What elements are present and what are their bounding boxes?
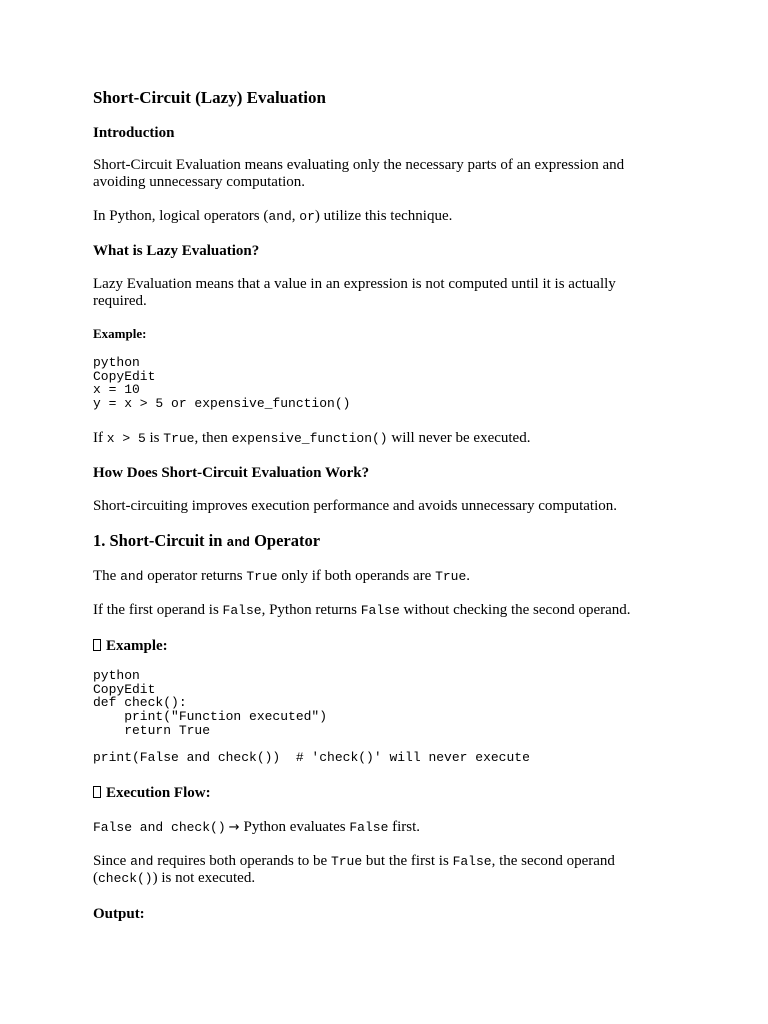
lazy-example-note: If x > 5 is True, then expensive_function() will never be executed. xyxy=(93,430,531,446)
example-label: Example: xyxy=(93,326,147,341)
document-title: Short-Circuit (Lazy) Evaluation xyxy=(93,88,326,107)
and-operator-heading: 1. Short-Circuit in and Operator xyxy=(93,531,321,550)
how-it-works-heading: How Does Short-Circuit Evaluation Work? xyxy=(93,465,370,481)
and-example-heading: Example: xyxy=(93,637,168,655)
inline-code-and: and xyxy=(268,209,292,224)
output-heading: Output: xyxy=(93,906,145,922)
missing-glyph-icon xyxy=(93,639,101,651)
code-block-lazy-example: python CopyEdit x = 10 y = x > 5 or expensive_function() xyxy=(93,355,351,412)
since-and-paragraph: Since and requires both operands to be True but the first is False, the second operand (check()) is not executed. xyxy=(93,853,615,886)
execution-flow-heading: Execution Flow: xyxy=(93,784,211,802)
logical-operators-paragraph: In Python, logical operators (and, or) utilize this technique. xyxy=(93,208,453,224)
and-operator-paragraph: The and operator returns True only if both operands are True. xyxy=(93,568,471,584)
execution-flow-line: False and check() → Python evaluates False first. xyxy=(93,819,421,835)
first-operand-paragraph: If the first operand is False, Python returns False without checking the second operand. xyxy=(93,602,631,618)
code-block-and-example: python CopyEdit def check(): print("Function executed") return True print(False and check()) # 'check()' will never execute xyxy=(93,668,530,766)
lazy-evaluation-heading: What is Lazy Evaluation? xyxy=(93,243,260,259)
missing-glyph-icon xyxy=(93,786,101,798)
inline-code-or: or xyxy=(299,209,315,224)
introduction-heading: Introduction xyxy=(93,125,175,141)
lazy-evaluation-paragraph: Lazy Evaluation means that a value in an expression is not computed until it is actually required. xyxy=(93,276,616,309)
right-arrow-icon: → xyxy=(228,820,240,835)
how-it-works-paragraph: Short-circuiting improves execution performance and avoids unnecessary computation. xyxy=(93,498,618,514)
introduction-paragraph: Short-Circuit Evaluation means evaluating only the necessary parts of an expression and avoiding unnecessary computation. xyxy=(93,157,625,190)
